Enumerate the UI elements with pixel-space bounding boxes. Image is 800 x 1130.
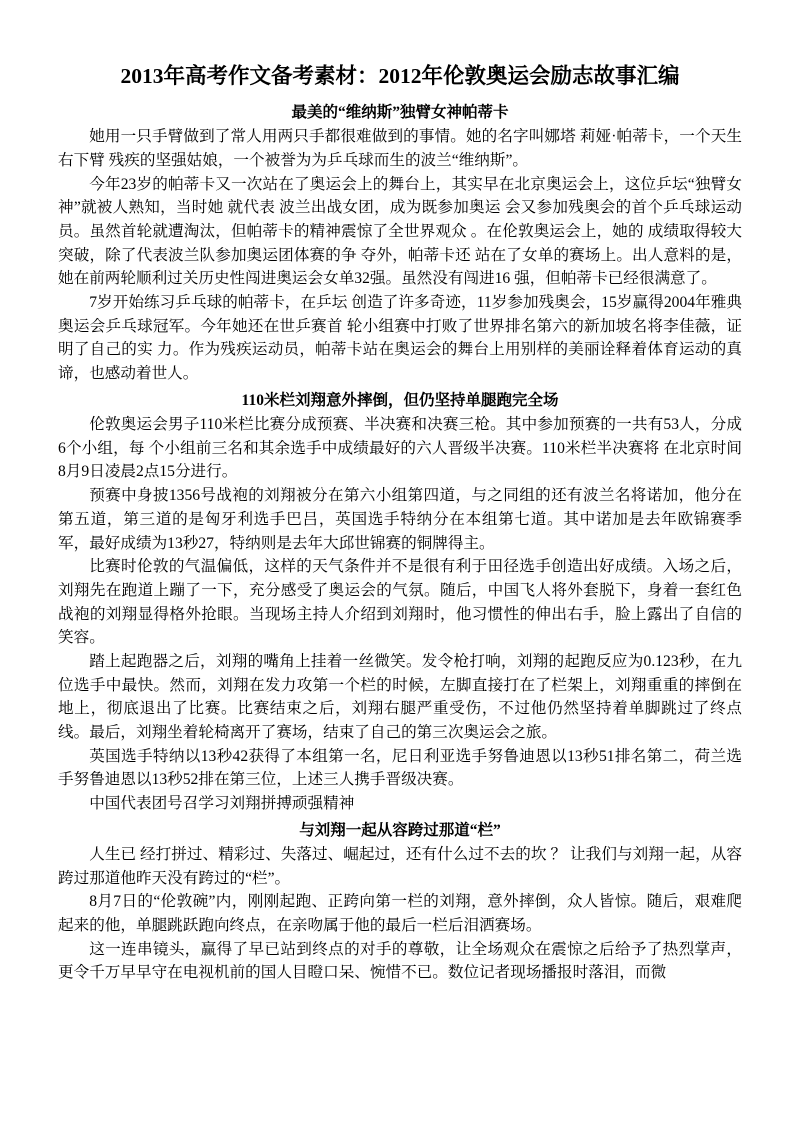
paragraph: 踏上起跑器之后，刘翔的嘴角上挂着一丝微笑。发令枪打响，刘翔的起跑反应为0.123秒，在九位选手中最快。然而，刘翔在发力攻第一个栏的时候，左脚直接打在了栏架上，刘翔重重的摔倒在地上，彻底退出了比赛。比赛结束之后，刘翔右腿严重受伤，不过他仍然坚持着单脚跳过了终点线。最后，刘翔坐着轮椅离开了赛场，结束了自己的第三次奥运会之旅。 <box>58 652 742 742</box>
paragraph: 比赛时伦敦的气温偏低，这样的天气条件并不是很有利于田径选手创造出好成绩。入场之后，刘翔先在跑道上蹦了一下，充分感受了奥运会的气氛。随后，中国飞人将外套脱下，身着一套红色战袍的刘翔显得格外抢眼。当现场主持人介绍到刘翔时，他习惯性的伸出右手，脸上露出了自信的笑容。 <box>58 558 742 647</box>
section-heading-2: 110米栏刘翔意外摔倒，但仍坚持单腿跑完全场 <box>241 391 559 409</box>
paragraph: 她用一只手臂做到了常人用两只手都很难做到的事情。她的名字叫娜塔 莉娅·帕蒂卡，一个天生右下臂 残疾的坚强姑娘，一个被誉为为乒乓球而生的波兰“维纳斯”。 <box>58 128 742 169</box>
paragraph: 这一连串镜头，赢得了早已站到终点的对手的尊敬，让全场观众在震惊之后给予了热烈掌声，更令千万早早守在电视机前的国人目瞪口呆、惋惜不已。数位记者现场播报时落泪，而微 <box>58 940 742 982</box>
paragraph: 伦敦奥运会男子110米栏比赛分成预赛、半决赛和决赛三枪。其中参加预赛的一共有53人，分成6个小组，每 个小组前三名和其余选手中成绩最好的六人晋级半决赛。110米栏半决赛将 在北京时间8月9日凌晨2点15分进行。 <box>58 416 742 481</box>
paragraph: 8月7日的“伦敦碗”内，刚刚起跑、正跨向第一栏的刘翔，意外摔倒，众人皆惊。随后，艰难爬起来的他，单腿跳跃跑向终点，在亲吻属于他的最后一栏后泪洒赛场。 <box>58 893 742 935</box>
paragraph: 今年23岁的帕蒂卡又一次站在了奥运会上的舞台上，其实早在北京奥运会上，这位乒坛“独臂女神”就被人熟知，当时她 就代表 波兰出战女团，成为既参加奥运 会又参加残奥会的首个乒乓球运动员。虽然首轮就遭淘汰，但帕蒂卡的精神震惊了全世界观众 。在伦敦奥运会上，她的 成绩取得较大突破，除了代表波兰队参加奥运团体赛的争 夺外，帕蒂卡还 站在了女单的赛场上。出人意料的是，她在前两轮顺利过关历史性闯进奥运会女单32强。虽然没有闯进16 强，但帕蒂卡已经很满意了。 <box>58 175 742 288</box>
paragraph: 英国选手特纳以13秒42获得了本组第一名，尼日利亚选手努鲁迪恩以13秒51排名第二，荷兰选手努鲁迪恩以13秒52排在第三位，上述三人携手晋级决赛。 <box>58 747 742 789</box>
paragraph: 人生已 经打拼过、精彩过、失落过、崛起过，还有什么过不去的坎 ？ 让我们与刘翔一起，从容跨过那道他昨天没有跨过的“栏”。 <box>58 846 742 887</box>
paragraph: 中国代表团号召学习刘翔拼搏顽强精神 <box>89 795 355 813</box>
page-title: 2013年高考作文备考素材：2012年伦敦奥运会励志故事汇编 <box>120 64 680 88</box>
paragraph: 7岁开始练习乒乓球的帕蒂卡，在乒坛 创造了许多奇迹，11岁参加残奥会，15岁赢得2004年雅典奥运会乒乓球冠军。今年她还在世乒赛首 轮小组赛中打败了世界排名第六的新加坡名将李佳薇，证明了自己的实 力。作为残疾运动员，帕蒂卡站在奥运会的舞台上用别样的美丽诠释着体育运动的真谛，也感动着世人。 <box>58 294 742 383</box>
section-heading-1: 最美的“维纳斯”独臂女神帕蒂卡 <box>291 104 509 122</box>
paragraph: 预赛中身披1356号战袍的刘翔被分在第六小组第四道，与之同组的还有波兰名将诺加，他分在第五道，第三道的是匈牙利选手巴吕，英国选手特纳分在本组第七道。其中诺加是去年欧锦赛季军，最好成绩为13秒27，特纳则是去年大邱世锦赛的铜牌得主。 <box>58 487 742 552</box>
section-heading-3: 与刘翔一起从容跨过那道“栏” <box>299 821 501 839</box>
